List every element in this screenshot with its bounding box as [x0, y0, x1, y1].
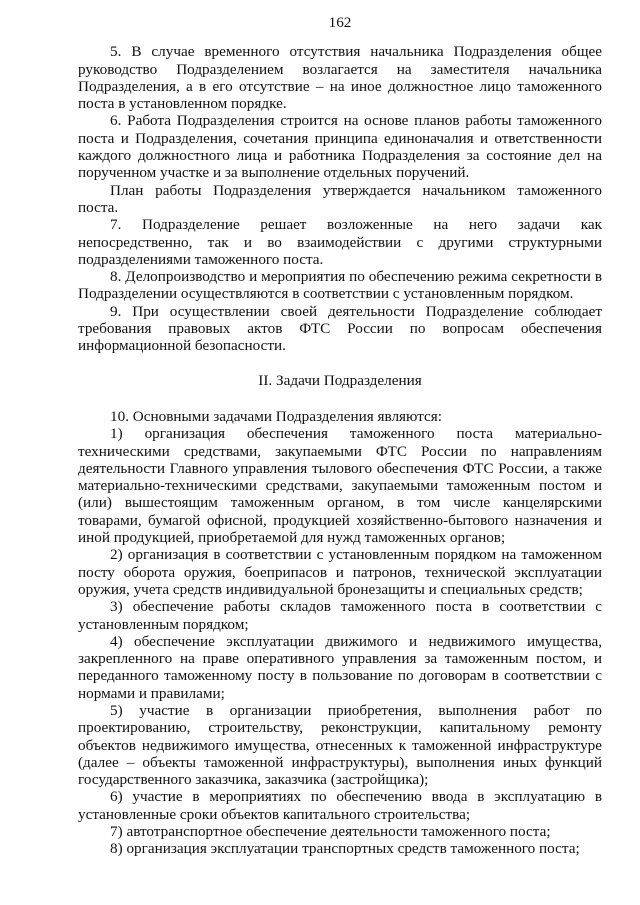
section-heading: II. Задачи Подразделения [258, 371, 422, 389]
task-item-5: 5) участие в организации приобретения, выполнения работ по проектированию, строительству, реконструкции, капитальному ремонту объектов недвижимого имущества, отнесенных к таможенной инфраструктуре (далее – объекты таможенной инфраструктуры), выполнения иных функций государственного заказчика, заказчика (застройщика); [78, 701, 602, 789]
task-item-8: 8) организация эксплуатации транспортных средств таможенного поста; [110, 840, 580, 858]
paragraph-10: 10. Основными задачами Подразделения являются: [110, 407, 442, 425]
task-item-1: 1) организация обеспечения таможенного поста материально-техническими средствами, закупаемыми ФТС России по направлениям деятельности Главного управления тылового обеспечения ФТС России, а также материально-техническими средствами, закупаемыми таможенным постом и (или) вышестоящим таможенным органом, в том числе канцелярскими товарами, бумагой офисной, продукцией хозяйственно-бытового назначения и иной продукцией, приобретаемой для нужд таможенных органов; [78, 425, 602, 547]
paragraph-7: 7. Подразделение решает возложенные на него задачи как непосредственно, так и во взаимодействии с другими структурными подразделениями таможенного поста. [78, 216, 602, 268]
task-item-3: 3) обеспечение работы складов таможенного поста в соответствии с установленным порядком; [78, 598, 602, 633]
task-item-6: 6) участие в мероприятиях по обеспечению ввода в эксплуатацию в установленные сроки объектов капитального строительства; [78, 788, 602, 823]
paragraph-9: 9. При осуществлении своей деятельности Подразделение соблюдает требования правовых актов ФТС России по вопросам обеспечения информационной безопасности. [78, 302, 602, 355]
task-item-4: 4) обеспечение эксплуатации движимого и недвижимого имущества, закрепленного на праве оперативного управления за таможенным постом, и переданного таможенному посту в пользование по договорам в соответствии с нормами и правилами; [78, 632, 602, 702]
paragraph-6: 6. Работа Подразделения строится на основе планов работы таможенного поста и Подразделения, сочетания принципа единоначалия и ответственности каждого должностного лица и работника Подразделения за состояние дел на порученном участке и за выполнение отдельных поручений. [78, 112, 602, 182]
paragraph-plan: План работы Подразделения утверждается начальником таможенного поста. [78, 181, 602, 216]
paragraph-8: 8. Делопроизводство и мероприятия по обеспечению режима секретности в Подразделении осуществляются в соответствии с установленным порядком. [78, 268, 602, 303]
task-item-2: 2) организация в соответствии с установленным порядком на таможенном посту оборота оружия, боеприпасов и патронов, технической эксплуатации оружия, учета средств индивидуальной бронезащиты и специальных средств; [78, 546, 602, 598]
task-item-7: 7) автотранспортное обеспечение деятельности таможенного поста; [110, 823, 551, 841]
paragraphs-top [78, 43, 602, 354]
page-number: 162 [328, 14, 352, 31]
paragraphs-bottom [78, 408, 602, 858]
paragraph-5: 5. В случае временного отсутствия начальника Подразделения общее руководство Подразделением возлагается на заместителя начальника Подразделения, а в его отсутствие – на иное должностное лицо таможенного поста в установленном порядке. [78, 43, 602, 113]
